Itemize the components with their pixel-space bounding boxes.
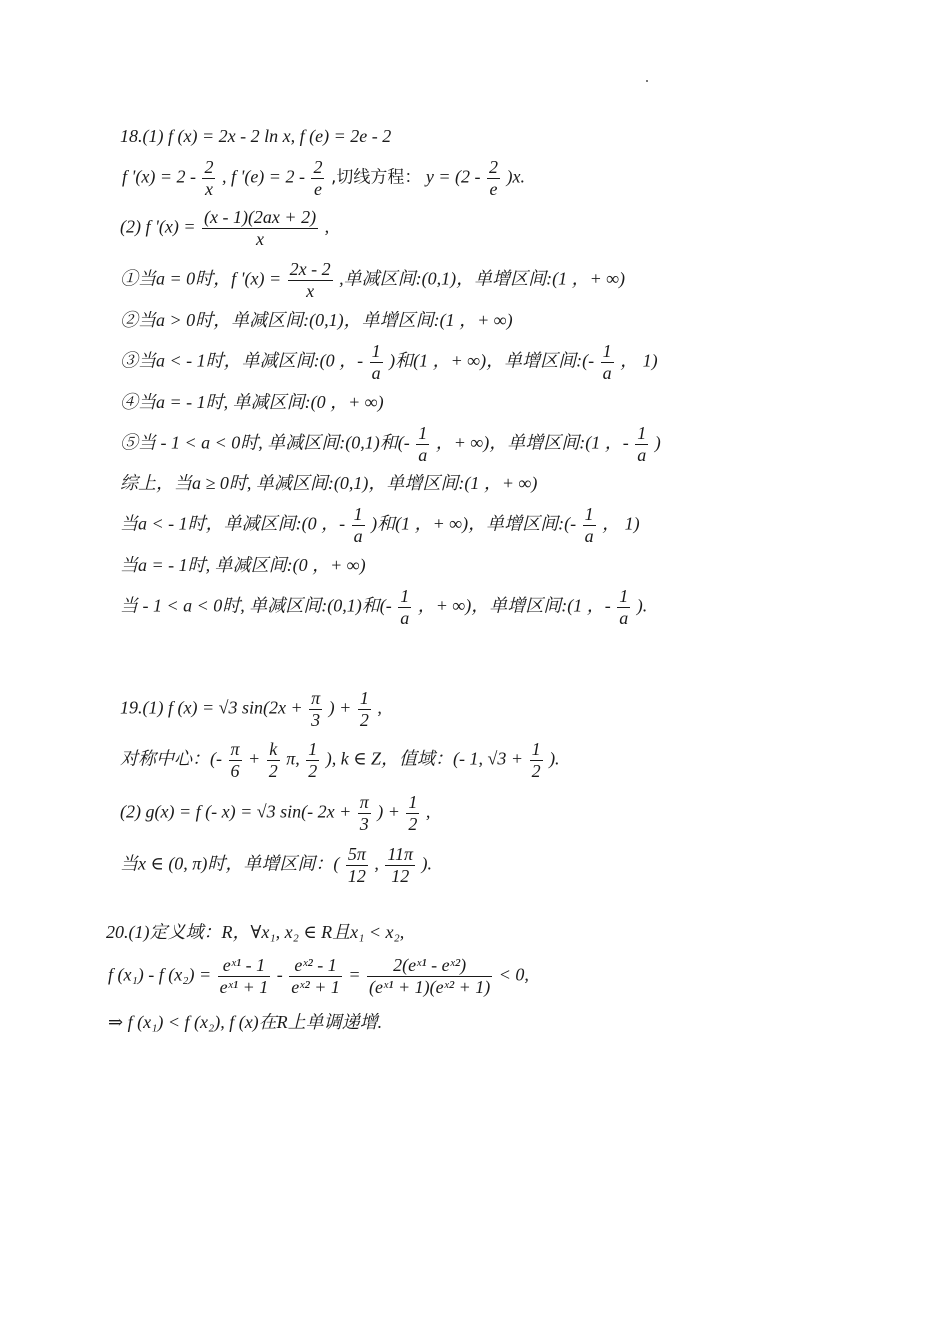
line-18-derivative: f '(x) = 2 - $\frac{2}{x}$ , f '(e) = 2 - $\frac{2}{e}$ ,切线方程： y = (2 - $\frac{2}{e}$ )x. (122, 157, 525, 199)
line-18-case2: ②当a > 0时，单减区间:(0,1)，单增区间:(1 ，+ ∞) (120, 310, 513, 330)
line-19-part1: 19.(1) f (x) = √3 sin(2x + $\frac{\pi}{3}$ ) + $\frac{1}{2}$ , (120, 688, 382, 730)
line-19-part2: (2) g(x) = f (- x) = √3 sin(- 2x + $\frac{\pi}{3}$ ) + $\frac{1}{2}$ , (120, 792, 431, 834)
line-18-summary-c: 当a = - 1时, 单减区间:(0 ，+ ∞) (120, 555, 366, 575)
line-18-case4: ④当a = - 1时, 单减区间:(0 ，+ ∞) (120, 392, 384, 412)
line-20-difference: f (x₁) - f (x₂) = $\frac{\text{eˣ¹ - 1}}{\text{eˣ¹ + 1}}$ - $\frac{\text{eˣ² - 1}}{\text{eˣ² + 1}}$ = $\frac{\text{2(eˣ¹ - eˣ²)}}{\text{(eˣ¹ + 1)(eˣ² + 1)}}$ < 0, (108, 955, 529, 997)
line-18-case1: ①当a = 0时，f '(x) = $\frac{2x - 2}{x}$ ,单减区间:(0,1)，单增区间:(1 ，+ ∞) (120, 259, 626, 301)
line-20-part1: 20.(1)定义域：R，∀x₁, x₂ ∈ R且x₁ < x₂, (106, 922, 405, 942)
line-19-symmetry: 对称中心：(- $\frac{\pi}{6}$ + $\frac{k}{2}$ π, $\frac{1}{2}$ ), k ∈ Z，值域：(- 1, √3 + $\frac{1}{2}$ ). (120, 739, 560, 781)
line-18-summary-b: 当a < - 1时，单减区间:(0 ，- $\frac{1}{a}$ )和(1 ，+ ∞)，单增区间:(- $\frac{1}{a}$ ， 1) (120, 504, 640, 546)
line-18-case3: ③当a < - 1时，单减区间:(0 ，- $\frac{1}{a}$ )和(1 ，+ ∞)，单增区间:(- $\frac{1}{a}$ ， 1) (120, 341, 658, 383)
corner-dot-mark (646, 80, 648, 82)
line-20-conclusion: ⇒ f (x₁) < f (x₂), f (x)在R上单调递增. (108, 1012, 383, 1032)
line-18-part2: (2) f '(x) = $\frac{(x - 1)(2ax + 2)}{x}$ , (120, 207, 330, 249)
line-18-case5: ⑤当 - 1 < a < 0时, 单减区间:(0,1)和(- $\frac{1}{a}$ ，+ ∞)，单增区间:(1 ，- $\frac{1}{a}$ ) (120, 423, 661, 465)
line-18-summary-d: 当 - 1 < a < 0时, 单减区间:(0,1)和(- $\frac{1}{a}$ ，+ ∞)，单增区间:(1 ，- $\frac{1}{a}$ ). (120, 586, 648, 628)
line-19-interval: 当x ∈ (0, π)时，单增区间：( $\frac{5\pi}{12}$ , $\frac{11\pi}{12}$ ). (120, 844, 433, 886)
line-18-summary: 综上，当a ≥ 0时, 单减区间:(0,1)，单增区间:(1 ，+ ∞) (120, 473, 538, 493)
line-18-part1: 18.(1) f (x) = 2x - 2 ln x, f (e) = 2e - 2 (120, 126, 392, 146)
